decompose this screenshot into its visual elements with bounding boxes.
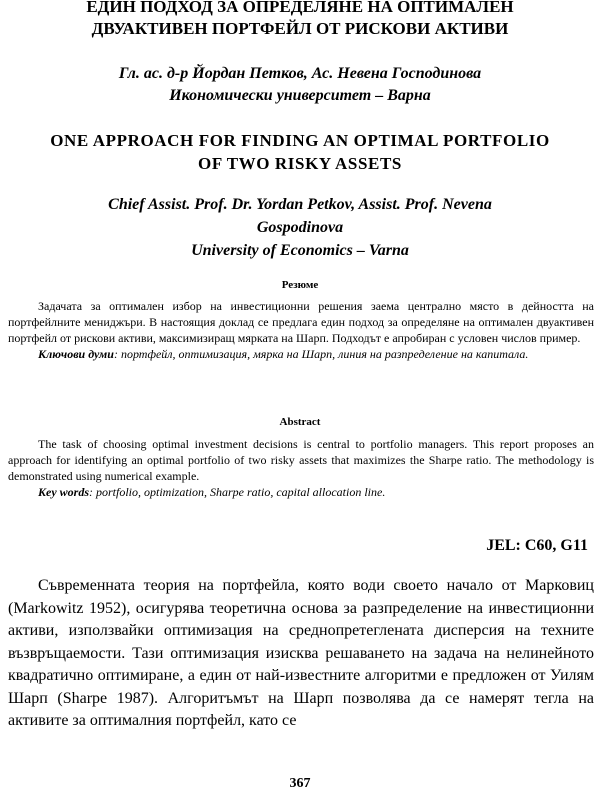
abstract-keywords-text: : portfolio, optimization, Sharpe ratio, capital allocation line. (89, 485, 386, 499)
authors-bg-line-1: Гл. ас. д-р Йордан Петков, Ас. Невена Господинова (118, 65, 482, 82)
authors-en-line-1: Chief Assist. Prof. Dr. Yordan Petkov, Assist. Prof. Nevena (108, 196, 492, 213)
summary-keywords-text: : портфейл, оптимизация, мярка на Шарп, линия на разпределение на капитала. (113, 347, 529, 361)
affiliation-bg: Икономически университет – Варна (169, 87, 431, 104)
affiliation-en: University of Economics – Varna (191, 242, 409, 259)
summary-keywords-label: Ключови думи (38, 347, 114, 361)
title-english (20, 129, 580, 175)
authors-en-line-2: Gospodinova (256, 219, 344, 236)
summary-keywords (8, 346, 594, 362)
body-section (8, 575, 594, 733)
title-bg-line-2: ДВУАКТИВЕН ПОРТФЕЙЛ ОТ РИСКОВИ АКТИВИ (91, 19, 509, 38)
authors-english (40, 193, 560, 262)
jel-codes: JEL: C60, G11 (486, 537, 588, 554)
abstract-heading: Abstract (279, 416, 321, 428)
body-paragraph: Съвременната теория на портфейла, която води своето начало от Марковиц (Markowitz 1952), осигурява теоретична основа за разпределение на инвестиционни активи, използвайки оптимизация на среднопретеглената дисперсия на техните възвръщаемости. Тази оптимизация изисква решаването на задача на нелинейното квадратично оптимиране, а един от най-известните алгоритми е предложен от Уилям Шарп (Sharpe 1987). Алгоритъмът на Шарп позволява да се намерят тегла на активите за оптималния портфейл, като се (8, 577, 594, 729)
page-number: 367 (289, 776, 311, 791)
abstract-block (8, 436, 594, 500)
title-en-line-1: ONE APPROACH FOR FINDING AN OPTIMAL PORTFOLIO (50, 131, 550, 150)
summary-block (8, 298, 594, 362)
abstract-keywords (8, 484, 594, 500)
authors-bulgarian (20, 63, 580, 107)
title-bulgarian (20, 0, 580, 40)
abstract-keywords-label: Key words (38, 485, 89, 499)
title-en-line-2: OF TWO RISKY ASSETS (198, 154, 402, 173)
title-bg-line-1: ЕДИН ПОДХОД ЗА ОПРЕДЕЛЯНЕ НА ОПТИМАЛЕН (86, 0, 514, 16)
abstract-text: The task of choosing optimal investment decisions is central to portfolio managers. This report proposes an approach for identifying an optimal portfolio of two risky assets that maximizes the Sharpe ratio. The methodology is demonstrated using numerical example. (8, 437, 594, 483)
summary-heading: Резюме (281, 279, 319, 291)
summary-text: Задачата за оптимален избор на инвестиционни решения заема централно място в дейността на портфейлните мениджъри. В настоящия доклад се предлага един подход за определяне на оптимален двуактивен портфейл от рискови активи, максимизиращ мярката на Шарп. Подходът е апробиран с условен числов пример. (8, 299, 594, 345)
